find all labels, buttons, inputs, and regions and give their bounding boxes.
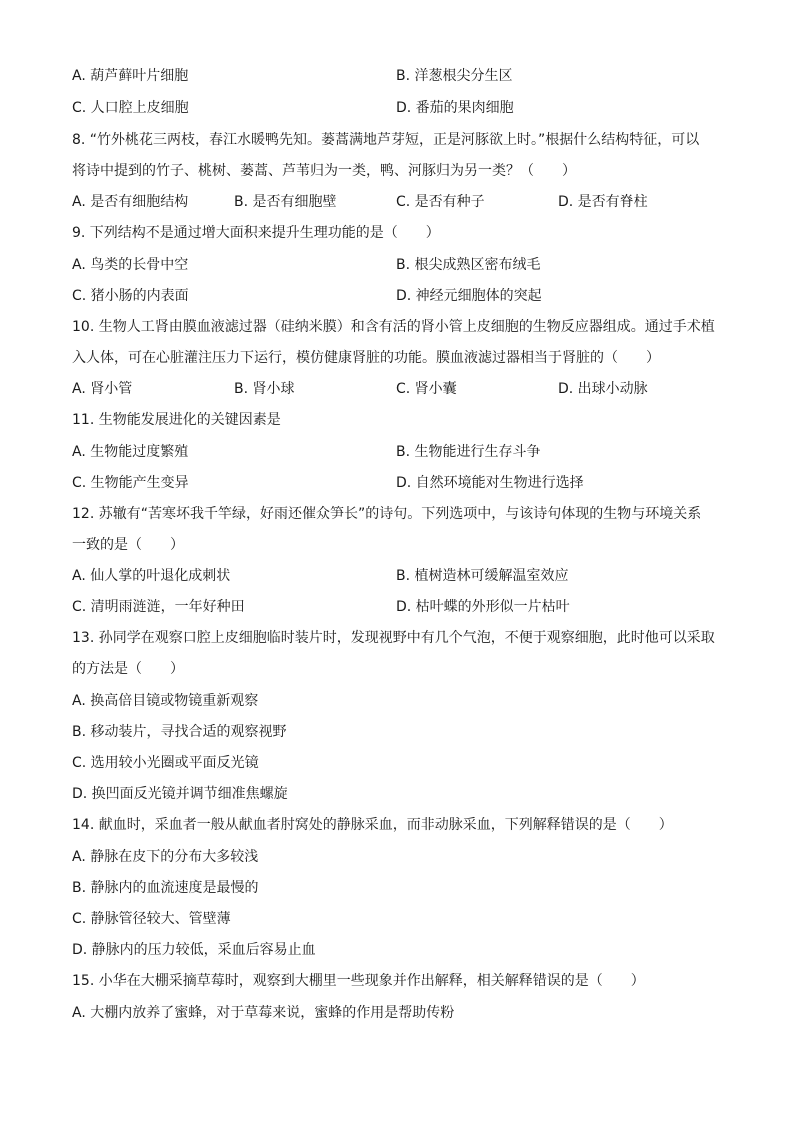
q12-option-d: D. 枯叶蝶的外形似一片枯叶 bbox=[396, 599, 570, 615]
q9-stem-line-1: 9. 下列结构不是通过增大面积来提升生理功能的是（ ） bbox=[72, 225, 440, 241]
q10-stem-line-2: 入人体，可在心脏灌注压力下运行，模仿健康肾脏的功能。膜血液滤过器相当于肾脏的（ ） bbox=[72, 350, 660, 366]
q8-option-d: D. 是否有脊柱 bbox=[558, 194, 648, 210]
q13-stem-line-2: 的方法是（ ） bbox=[72, 661, 184, 677]
q8-option-b: B. 是否有细胞壁 bbox=[234, 194, 337, 210]
q15-stem-line-1: 15. 小华在大棚采摘草莓时，观察到大棚里一些现象并作出解释，相关解释错误的是（ ） bbox=[72, 973, 645, 989]
q7-option-a: A. 葫芦藓叶片细胞 bbox=[72, 68, 189, 84]
q9-option-a: A. 鸟类的长骨中空 bbox=[72, 257, 189, 273]
q14-stem-line-1: 14. 献血时，采血者一般从献血者肘窝处的静脉采血，而非动脉采血，下列解释错误的是（ ） bbox=[72, 817, 673, 833]
q11-option-d: D. 自然环境能对生物进行选择 bbox=[396, 475, 584, 491]
q8-option-c: C. 是否有种子 bbox=[396, 194, 485, 210]
q10-option-d: D. 出球小动脉 bbox=[558, 381, 648, 397]
q7-option-c: C. 人口腔上皮细胞 bbox=[72, 100, 189, 116]
q13-stem-line-1: 13. 孙同学在观察口腔上皮细胞临时装片时，发现视野中有几个气泡，不便于观察细胞，此时他可以采取 bbox=[72, 630, 715, 646]
q13-option-a: A. 换高倍目镜或物镜重新观察 bbox=[72, 693, 259, 709]
q10-option-a: A. 肾小管 bbox=[72, 381, 133, 397]
q11-stem-line-1: 11. 生物能发展进化的关键因素是 bbox=[72, 412, 281, 428]
q10-option-c: C. 肾小囊 bbox=[396, 381, 457, 397]
q11-option-b: B. 生物能进行生存斗争 bbox=[396, 444, 541, 460]
q15-option-a: A. 大棚内放养了蜜蜂，对于草莓来说，蜜蜂的作用是帮助传粉 bbox=[72, 1005, 455, 1021]
q8-stem-line-2: 将诗中提到的竹子、桃树、蒌蒿、芦苇归为一类，鸭、河豚归为另一类？（ ） bbox=[72, 163, 576, 179]
q12-stem-line-1: 12. 苏辙有“苦寒坏我千竿绿，好雨还催众笋长”的诗句。下列选项中，与该诗句体现的生物与环境关系 bbox=[72, 506, 702, 522]
q14-option-d: D. 静脉内的压力较低，采血后容易止血 bbox=[72, 942, 316, 958]
q14-option-b: B. 静脉内的血流速度是最慢的 bbox=[72, 880, 259, 896]
q9-option-c: C. 猪小肠的内表面 bbox=[72, 288, 189, 304]
q11-option-c: C. 生物能产生变异 bbox=[72, 475, 189, 491]
q13-option-b: B. 移动装片，寻找合适的观察视野 bbox=[72, 724, 287, 740]
q7-option-b: B. 洋葱根尖分生区 bbox=[396, 68, 513, 84]
q14-option-c: C. 静脉管径较大、管壁薄 bbox=[72, 911, 231, 927]
q8-stem-line-1: 8. “竹外桃花三两枝，春江水暖鸭先知。蒌蒿满地芦芽短，正是河豚欲上时。”根据什么结构特征，可以 bbox=[72, 132, 700, 148]
q13-option-d: D. 换凹面反光镜并调节细准焦螺旋 bbox=[72, 786, 288, 802]
q12-option-b: B. 植树造林可缓解温室效应 bbox=[396, 568, 569, 584]
q12-option-c: C. 清明雨涟涟，一年好种田 bbox=[72, 599, 245, 615]
q9-option-d: D. 神经元细胞体的突起 bbox=[396, 288, 542, 304]
q14-option-a: A. 静脉在皮下的分布大多较浅 bbox=[72, 849, 259, 865]
q13-option-c: C. 选用较小光圈或平面反光镜 bbox=[72, 755, 259, 771]
q9-option-b: B. 根尖成熟区密布绒毛 bbox=[396, 257, 541, 273]
q12-option-a: A. 仙人掌的叶退化成刺状 bbox=[72, 568, 231, 584]
q7-option-d: D. 番茄的果肉细胞 bbox=[396, 100, 514, 116]
q12-stem-line-2: 一致的是（ ） bbox=[72, 537, 184, 553]
q10-stem-line-1: 10. 生物人工肾由膜血液滤过器（硅纳米膜）和含有活的肾小管上皮细胞的生物反应器组成。通过手术植 bbox=[72, 319, 715, 335]
q10-option-b: B. 肾小球 bbox=[234, 381, 295, 397]
q8-option-a: A. 是否有细胞结构 bbox=[72, 194, 189, 210]
q11-option-a: A. 生物能过度繁殖 bbox=[72, 444, 189, 460]
